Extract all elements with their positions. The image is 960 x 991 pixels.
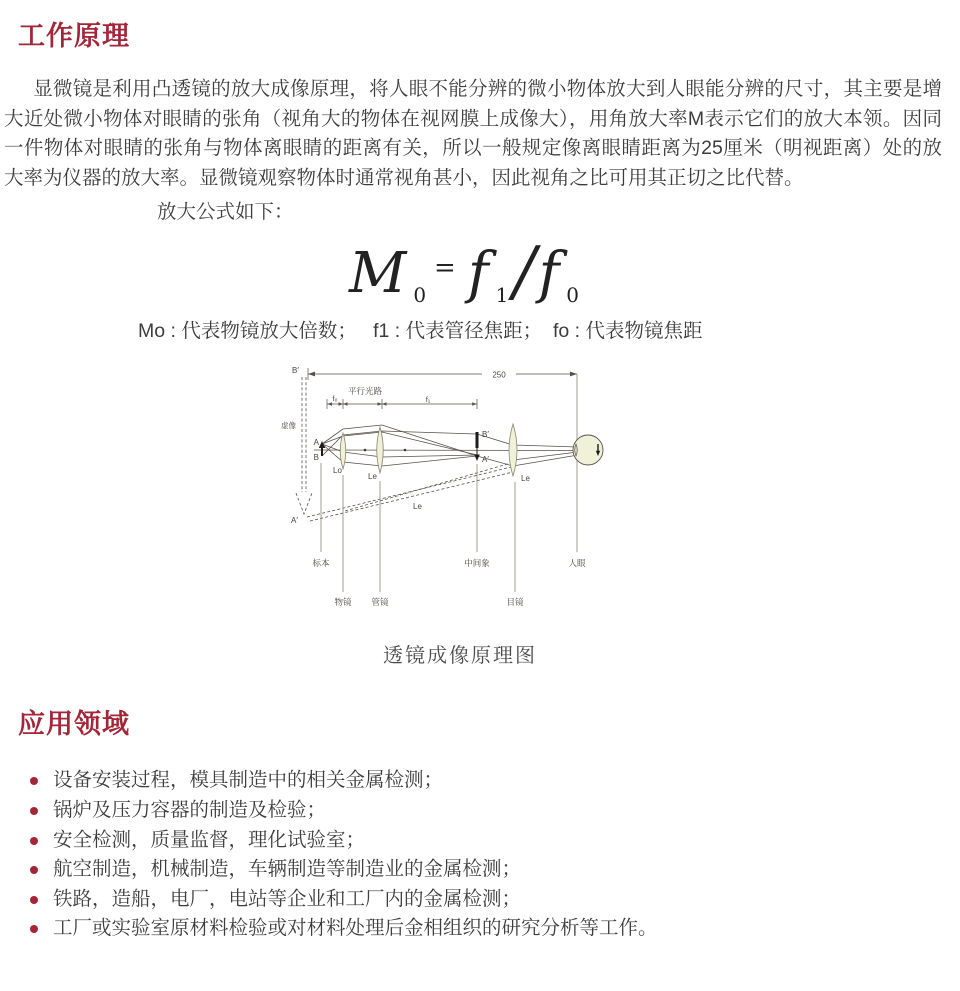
applications-title: 应用领域 xyxy=(18,709,130,740)
application-item-text: 安全检测，质量监督，理化试验室； xyxy=(53,828,366,851)
eyepiece-lens-shape xyxy=(509,424,517,476)
focal-point-dot xyxy=(364,449,367,452)
application-item xyxy=(0,796,960,826)
ray-lines xyxy=(322,425,599,466)
application-item xyxy=(0,855,960,885)
virtual-image-dashed-arrow xyxy=(296,377,312,514)
applications-list xyxy=(0,766,960,944)
principle-paragraph: 显微镜是利用凸透镜的放大成像原理，将人眼不能分辨的微小物体放大到人眼能分辨的尺寸，其主要是增大近处微小物体对眼睛的张角（视角大的物体在视网膜上成像大），用角放大率M表示它们的放大本领。因同一件物体对眼睛的张角与物体离眼睛的距离有关，所以一般规定像离眼睛距离为25厘米（明视距离）处的放大率为仪器的放大率。显微镜观察物体时通常视角甚小，因此视角之比可用其正切之比代替。 xyxy=(4,78,942,189)
parallel-path-label: 平行光路 xyxy=(347,386,383,397)
eyepiece-label: 目镜 xyxy=(506,597,524,608)
bullet-icon xyxy=(30,837,38,845)
bullet-icon xyxy=(30,925,38,933)
application-item xyxy=(0,885,960,915)
objective-label: 物镜 xyxy=(334,597,352,608)
b-prime-mid-label: B′ xyxy=(482,430,489,440)
lens-lo-label: Lo xyxy=(333,466,342,476)
objective-lens-shape xyxy=(340,433,346,469)
reference-lines xyxy=(321,374,577,592)
formula-m-sub: 0 xyxy=(413,283,427,308)
specimen-label: 标本 xyxy=(312,558,330,569)
f1-label: f₁ xyxy=(425,395,431,405)
application-item xyxy=(0,914,960,944)
b-prime-top-label: B′ xyxy=(292,366,299,376)
focal-dimension-row xyxy=(327,399,477,409)
formula-m: M xyxy=(348,241,407,307)
human-eye-label: 人眼 xyxy=(568,558,586,569)
bullet-icon xyxy=(30,896,38,904)
application-item-text: 航空制造，机械制造，车辆制造等制造业的金属检测； xyxy=(53,858,522,881)
virtual-image-label: 虚像 xyxy=(281,421,296,431)
dimension-line-250 xyxy=(308,368,577,380)
diagram-caption: 透镜成像原理图 xyxy=(383,645,537,668)
formula-slash: / xyxy=(513,233,536,311)
bullet-icon xyxy=(30,807,38,815)
intermediate-image-label: 中间象 xyxy=(464,558,490,569)
point-a-label: A xyxy=(313,438,319,448)
lens-le-tube-label: Le xyxy=(368,472,377,482)
dim-250-label: 250 xyxy=(492,370,506,380)
lens-diagram-figure xyxy=(280,360,640,668)
formula-f1: f xyxy=(467,241,489,307)
lens-diagram xyxy=(280,360,640,620)
application-item-text: 工厂或实验室原材料检验或对材料处理后金相组织的研究分析等工作。 xyxy=(53,917,658,940)
a-prime-mid-label: A′ xyxy=(482,455,489,465)
bullet-icon xyxy=(30,866,38,874)
eye-shape xyxy=(573,435,603,465)
formula-f1-sub: 1 xyxy=(495,283,509,308)
application-item-text: 锅炉及压力容器的制造及检验； xyxy=(53,798,327,821)
formula-f0: f xyxy=(538,241,560,307)
formula-legend: Mo : 代表物镜放大倍数； f1 : 代表管径焦距； fo : 代表物镜焦距 xyxy=(138,320,703,343)
formula-intro: 放大公式如下： xyxy=(157,201,294,224)
dim-arrow-left xyxy=(308,372,315,377)
application-item xyxy=(0,826,960,856)
page xyxy=(0,20,960,944)
point-b-label: B xyxy=(313,453,319,463)
le-dashed-label: Le xyxy=(413,502,422,512)
working-principle-title: 工作原理 xyxy=(18,21,130,51)
bullet-icon xyxy=(30,777,38,785)
application-item-text: 设备安装过程，模具制造中的相关金属检测； xyxy=(53,769,444,792)
tube-lens-label: 管镜 xyxy=(371,597,389,608)
a-prime-bottom-label: A′ xyxy=(291,516,298,526)
magnification-formula xyxy=(0,235,960,313)
lens-le-eye-label: Le xyxy=(521,474,530,484)
dim-arrow-right xyxy=(570,372,577,377)
f0-label: f₀ xyxy=(332,394,338,404)
focal-point-dot xyxy=(404,449,407,452)
application-item-text: 铁路，造船，电厂，电站等企业和工厂内的金属检测； xyxy=(53,887,522,910)
formula-equals: = xyxy=(434,253,456,284)
formula-f0-sub: 0 xyxy=(566,283,580,308)
application-item xyxy=(0,766,960,796)
